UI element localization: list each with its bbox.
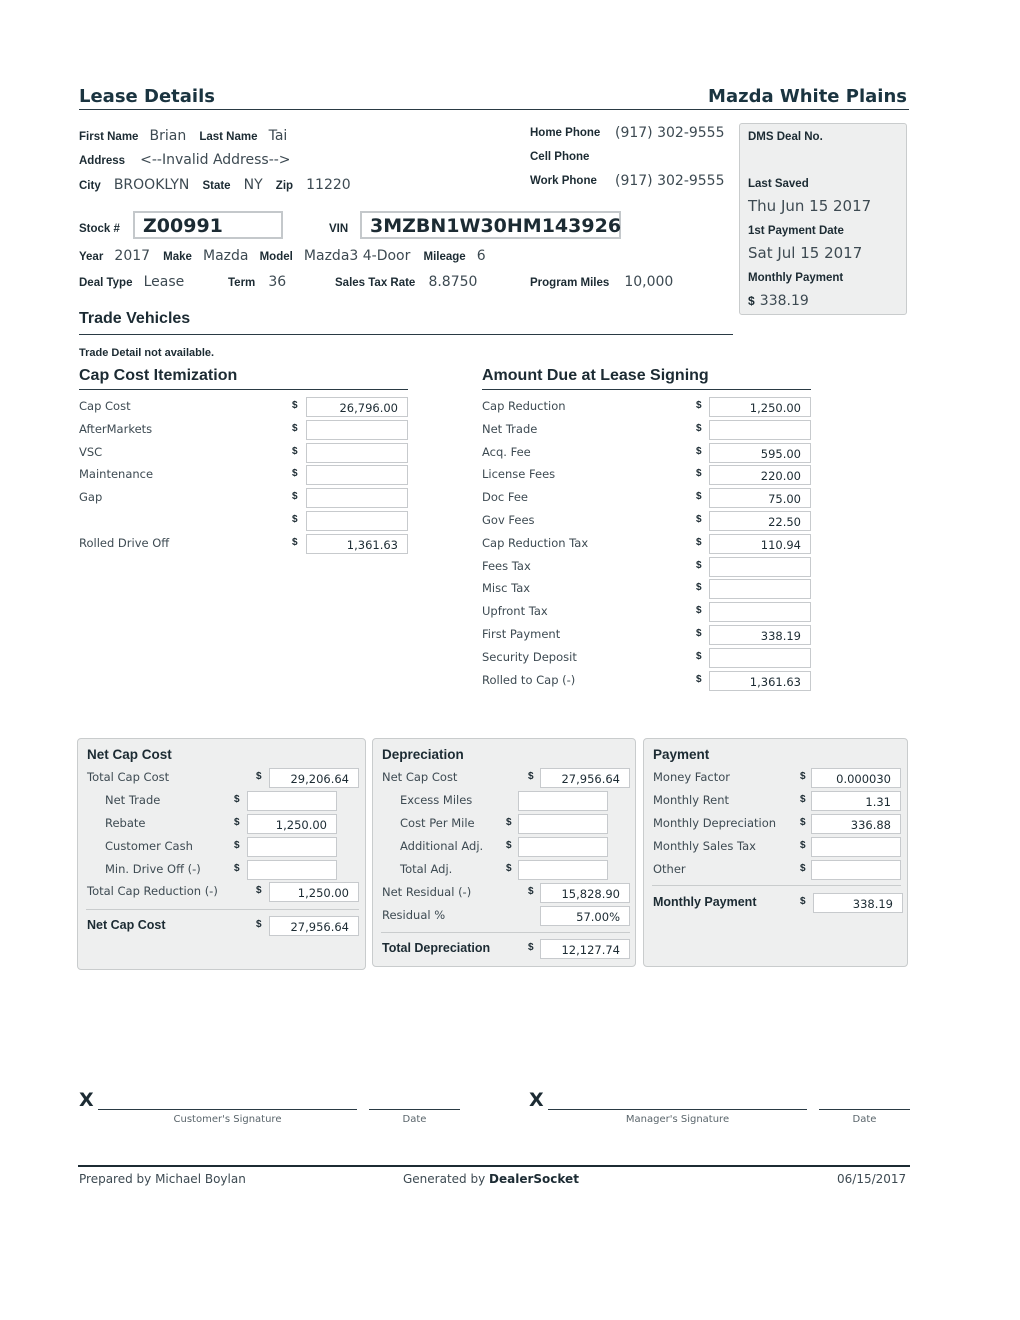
total-depreciation-field[interactable]: 12,127.74: [540, 939, 630, 959]
last-name-value: Tai: [268, 128, 288, 144]
mileage-value: 6: [476, 248, 486, 264]
net-cap-cost-title: Net Cap Cost: [87, 747, 172, 762]
total-adj-field[interactable]: [518, 860, 608, 880]
residual-pct-label: Residual %: [382, 908, 446, 922]
cap-cost-item-field[interactable]: [306, 488, 408, 508]
payment-panel: [643, 738, 908, 967]
currency-symbol: $: [234, 840, 240, 851]
amount-due-item-label: Fees Tax: [482, 558, 531, 573]
first-payment-value: Sat Jul 15 2017: [748, 244, 863, 262]
last-name-label: Last Name: [199, 131, 258, 143]
amount-due-item-label: First Payment: [482, 627, 561, 641]
dep-net-cap-label: Net Cap Cost: [382, 770, 458, 784]
amount-due-item-label: Security Deposit: [482, 649, 577, 664]
program-miles-value: 10,000: [624, 274, 674, 290]
year-value: 2017: [114, 248, 151, 264]
net-cap-sub-label: Net Trade: [105, 793, 161, 807]
dealer-name: Mazda White Plains: [708, 86, 907, 107]
amount-due-item-label: License Fees: [482, 467, 556, 482]
payment-item-label: Money Factor: [653, 770, 730, 784]
depreciation-title: Depreciation: [382, 747, 464, 762]
payment-item-label: Other: [653, 862, 686, 876]
sales-tax-row: [335, 271, 477, 290]
year-label: Year: [79, 251, 104, 263]
last-saved-label: Last Saved: [748, 178, 809, 190]
cap-cost-item-label: Maintenance: [79, 467, 154, 482]
net-residual-label: Net Residual (-): [382, 885, 472, 899]
zip-label: Zip: [275, 180, 294, 192]
total-depreciation-label: Total Depreciation: [382, 941, 491, 955]
depreciation-panel: [372, 738, 636, 967]
amount-due-title: Amount Due at Lease Signing: [482, 367, 709, 384]
amount-due-item-field[interactable]: [709, 420, 811, 440]
payment-item-label: Monthly Depreciation: [653, 816, 777, 830]
first-name-value: Brian: [149, 128, 187, 144]
amount-due-item-label: Misc Tax: [482, 581, 531, 596]
divider: [381, 932, 630, 933]
additional-adj-label: Additional Adj.: [400, 839, 484, 853]
trade-note: Trade Detail not available.: [79, 347, 215, 359]
currency-symbol: $: [696, 559, 702, 571]
cap-cost-item-label: Rolled Drive Off: [79, 535, 170, 550]
currency-symbol: $: [528, 942, 534, 953]
net-cap-sub-label: Customer Cash: [105, 839, 193, 853]
work-phone-label: Work Phone: [530, 175, 597, 187]
dep-net-cap-field[interactable]: 27,956.64: [540, 768, 630, 788]
currency-symbol: $: [506, 840, 512, 851]
currency-symbol: $: [800, 794, 806, 805]
footer-rule: [78, 1165, 910, 1167]
currency-symbol: $: [696, 536, 702, 548]
net-cap-sub-field[interactable]: [247, 837, 337, 857]
deal-type-row: [79, 271, 184, 290]
payment-item-field[interactable]: 0.000030: [811, 768, 901, 788]
payment-item-field[interactable]: [811, 860, 901, 880]
generated-by: [403, 1172, 579, 1186]
cap-cost-item-label: AfterMarkets: [79, 421, 153, 436]
residual-pct-field[interactable]: 57.00%: [540, 906, 630, 926]
model-label: Model: [259, 251, 293, 263]
term-label: Term: [228, 277, 256, 289]
mileage-label: Mileage: [423, 251, 466, 263]
sales-tax-label: Sales Tax Rate: [335, 277, 416, 289]
currency-symbol: $: [696, 628, 702, 639]
currency-symbol: $: [256, 919, 262, 930]
monthly-payment-total-label: Monthly Payment: [653, 895, 757, 909]
state-value: NY: [243, 177, 263, 193]
divider: [86, 909, 359, 910]
stock-label: Stock #: [79, 223, 120, 235]
manager-signature-label: Manager's Signature: [625, 1114, 730, 1125]
currency-symbol: $: [292, 400, 298, 411]
additional-adj-field[interactable]: [518, 837, 608, 857]
address-row: [79, 149, 291, 168]
amount-due-item-field[interactable]: 338.19: [709, 625, 811, 645]
manager-signature-mark: X: [529, 1089, 544, 1111]
payment-item-label: Monthly Rent: [653, 793, 730, 807]
excess-miles-field[interactable]: [518, 791, 608, 811]
total-adj-label: Total Adj.: [400, 862, 453, 876]
customer-signature-label: Customer's Signature: [173, 1114, 282, 1125]
make-label: Make: [163, 251, 192, 263]
excess-miles-label: Excess Miles: [400, 793, 473, 807]
currency-symbol: $: [696, 605, 702, 617]
amount-due-item-field[interactable]: 75.00: [709, 488, 811, 508]
currency-symbol: $: [256, 885, 262, 896]
currency-symbol: $: [696, 445, 702, 457]
zip-value: 11220: [306, 177, 351, 193]
cap-cost-title: Cap Cost Itemization: [79, 367, 238, 384]
city-label: City: [79, 180, 101, 192]
currency-symbol: $: [696, 468, 702, 480]
customer-signature-mark: X: [79, 1089, 94, 1111]
currency-symbol: $: [696, 673, 702, 685]
currency-symbol: $: [234, 794, 240, 805]
payment-title: Payment: [653, 747, 710, 762]
cap-cost-item-field[interactable]: [306, 443, 408, 463]
first-payment-label: 1st Payment Date: [748, 225, 844, 237]
trade-vehicles-title: Trade Vehicles: [79, 310, 191, 327]
page-title: Lease Details: [79, 86, 215, 107]
currency-symbol: $: [234, 817, 240, 828]
currency-symbol: $: [292, 514, 298, 525]
currency-symbol: $: [292, 491, 298, 503]
total-cap-cost-label: Total Cap Cost: [87, 770, 170, 784]
amount-due-item-label: Cap Reduction Tax: [482, 535, 589, 550]
total-cap-reduction-field[interactable]: 1,250.00: [269, 882, 359, 902]
net-cap-sub-field[interactable]: [247, 860, 337, 880]
program-miles-label: Program Miles: [530, 277, 610, 289]
cost-per-mile-field[interactable]: [518, 814, 608, 834]
manager-signature-line[interactable]: [548, 1109, 807, 1110]
home-phone-value: (917) 302-9555: [615, 125, 725, 141]
customer-date-label: Date: [402, 1114, 427, 1125]
amount-due-item-field[interactable]: [709, 602, 811, 622]
currency-symbol: $: [256, 771, 262, 782]
amount-due-item-field[interactable]: 1,361.63: [709, 671, 811, 691]
make-value: Mazda: [203, 248, 249, 264]
currency-symbol: $: [800, 817, 806, 828]
net-cap-cost-field[interactable]: 27,956.64: [269, 916, 359, 936]
generated-brand: DealerSocket: [489, 1172, 579, 1186]
payment-item-label: Monthly Sales Tax: [653, 839, 756, 853]
currency-symbol: $: [696, 514, 702, 525]
amount-due-rule: [482, 389, 811, 390]
cap-cost-item-field[interactable]: 1,361.63: [306, 534, 408, 554]
payment-item-field[interactable]: 1.31: [811, 791, 901, 811]
cap-cost-item-field[interactable]: [306, 465, 408, 485]
net-cap-cost-panel: [77, 738, 366, 970]
stock-number-box: Z00991: [133, 211, 283, 239]
footer-date: 06/15/2017: [837, 1172, 907, 1186]
amount-due-item-field[interactable]: 1,250.00: [709, 397, 811, 417]
monthly-payment-label: Monthly Payment: [748, 272, 844, 284]
deal-type-value: Lease: [143, 274, 185, 290]
currency-symbol: $: [292, 468, 298, 480]
state-label: State: [202, 180, 231, 192]
program-miles-row: [530, 271, 673, 290]
currency-symbol: $: [506, 817, 512, 828]
currency-symbol: $: [696, 491, 702, 503]
currency-symbol: $: [292, 422, 298, 434]
vin-label: VIN: [329, 223, 349, 235]
currency-symbol: $: [292, 445, 298, 457]
amount-due-item-field[interactable]: 595.00: [709, 443, 811, 463]
currency-symbol: $: [696, 400, 702, 411]
amount-due-item-field[interactable]: [709, 579, 811, 599]
generated-prefix: Generated by: [403, 1172, 486, 1186]
prepared-by: Prepared by Michael Boylan: [79, 1172, 246, 1186]
cap-cost-item-field[interactable]: [306, 420, 408, 440]
amount-due-item-label: Net Trade: [482, 421, 538, 436]
dms-deal-label: DMS Deal No.: [748, 131, 823, 143]
currency-symbol: $: [234, 863, 240, 874]
customer-date-line[interactable]: [369, 1109, 460, 1110]
term-value: 36: [268, 274, 287, 290]
city-value: BROOKLYN: [113, 177, 190, 193]
net-cap-sub-label: Rebate: [105, 816, 146, 830]
currency-symbol: $: [748, 294, 755, 308]
currency-symbol: $: [528, 886, 534, 897]
monthly-payment-row: [748, 290, 809, 309]
first-name-label: First Name: [79, 131, 139, 143]
net-cap-sub-label: Min. Drive Off (-): [105, 862, 201, 876]
net-cap-cost-label: Net Cap Cost: [87, 918, 166, 932]
currency-symbol: $: [292, 536, 298, 548]
header-rule: [79, 109, 909, 110]
currency-symbol: $: [800, 863, 806, 874]
deal-info-box: [739, 123, 907, 315]
last-saved-value: Thu Jun 15 2017: [748, 197, 872, 215]
manager-date-line[interactable]: [819, 1109, 910, 1110]
currency-symbol: $: [696, 582, 702, 594]
cell-phone-label: Cell Phone: [530, 151, 590, 163]
currency-symbol: $: [696, 650, 702, 662]
term-row: [228, 271, 286, 290]
total-cap-cost-field[interactable]: 29,206.64: [269, 768, 359, 788]
deal-type-label: Deal Type: [79, 277, 133, 289]
currency-symbol: $: [800, 896, 806, 907]
amount-due-item-label: Doc Fee: [482, 490, 529, 505]
amount-due-item-field[interactable]: [709, 648, 811, 668]
payment-item-field[interactable]: [811, 837, 901, 857]
customer-signature-line[interactable]: [98, 1109, 357, 1110]
work-phone-value: (917) 302-9555: [615, 173, 725, 189]
total-cap-reduction-label: Total Cap Reduction (-): [87, 884, 218, 898]
currency-symbol: $: [528, 771, 534, 782]
monthly-payment-value: 338.19: [759, 293, 809, 309]
home-phone-label: Home Phone: [530, 127, 601, 139]
amount-due-item-field[interactable]: 22.50: [709, 511, 811, 531]
amount-due-item-label: Rolled to Cap (-): [482, 672, 576, 687]
address-label: Address: [79, 155, 126, 167]
currency-symbol: $: [696, 422, 702, 434]
cap-cost-item-field[interactable]: 26,796.00: [306, 397, 408, 417]
trade-rule: [79, 334, 733, 335]
cap-cost-item-field[interactable]: [306, 511, 408, 531]
currency-symbol: $: [800, 771, 806, 782]
net-cap-sub-field[interactable]: 1,250.00: [247, 814, 337, 834]
net-residual-field[interactable]: 15,828.90: [540, 883, 630, 903]
payment-item-field[interactable]: 336.88: [811, 814, 901, 834]
amount-due-item-field[interactable]: 220.00: [709, 465, 811, 485]
manager-date-label: Date: [852, 1114, 877, 1125]
amount-due-item-field[interactable]: [709, 557, 811, 577]
cap-cost-rule: [79, 389, 408, 390]
sales-tax-value: 8.8750: [428, 274, 478, 290]
currency-symbol: $: [800, 840, 806, 851]
vin-box: 3MZBN1W30HM143926: [360, 211, 621, 239]
cap-cost-item-label: VSC: [79, 444, 103, 459]
amount-due-item-label: Acq. Fee: [482, 444, 531, 459]
net-cap-sub-field[interactable]: [247, 791, 337, 811]
amount-due-item-label: Gov Fees: [482, 513, 535, 527]
divider: [652, 885, 901, 886]
vehicle-row: [79, 245, 486, 264]
currency-symbol: $: [506, 863, 512, 874]
customer-name-row: [79, 125, 287, 144]
amount-due-item-label: Upfront Tax: [482, 604, 548, 619]
cap-cost-item-label: Cap Cost: [79, 399, 131, 413]
city-row: [79, 174, 351, 193]
cap-cost-item-label: Gap: [79, 490, 103, 505]
amount-due-item-field[interactable]: 110.94: [709, 534, 811, 554]
amount-due-item-label: Cap Reduction: [482, 399, 566, 413]
model-value: Mazda3 4-Door: [303, 248, 411, 264]
cost-per-mile-label: Cost Per Mile: [400, 816, 475, 830]
address-value: <--Invalid Address-->: [140, 152, 291, 168]
monthly-payment-total-field[interactable]: 338.19: [813, 893, 903, 913]
